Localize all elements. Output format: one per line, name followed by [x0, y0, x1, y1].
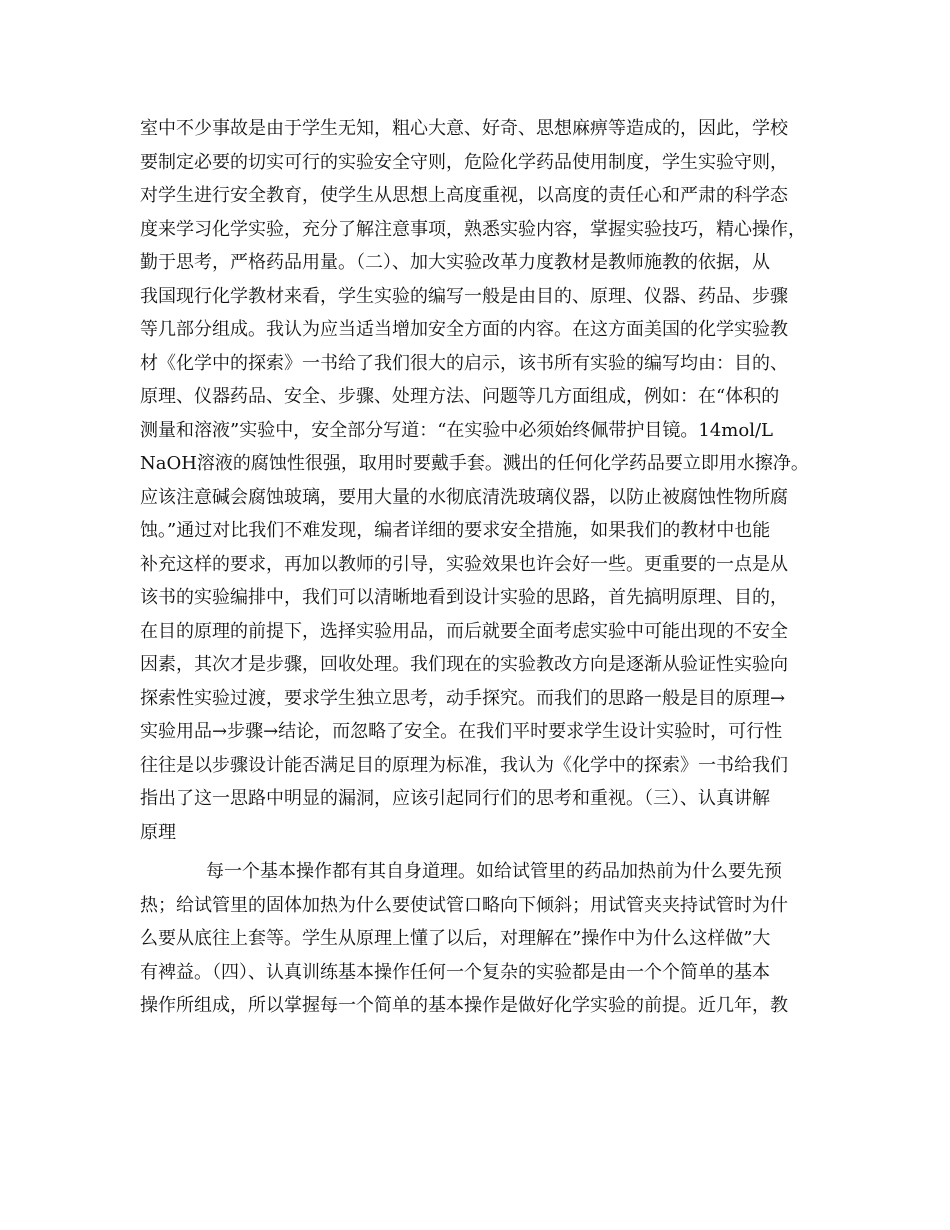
- text-line: 材《化学中的探索》一书给了我们很大的启示，该书所有实验的编写均由：目的、: [140, 352, 788, 374]
- text-line: 在目的原理的前提下，选择实验用品，而后就要全面考虑实验中可能出现的不安全: [140, 620, 788, 642]
- text-line: 要制定必要的切实可行的实验安全守则，危险化学药品使用制度，学生实验守则，: [140, 151, 788, 173]
- text-line: 指出了这一思路中明显的漏洞，应该引起同行们的思考和重视。（三）、认真讲解: [140, 788, 770, 809]
- text-line: 原理: [140, 821, 176, 843]
- paragraph-2: [140, 855, 810, 1023]
- text-line: 应该注意碱会腐蚀玻璃，要用大量的水彻底清洗玻璃仪器，以防止被腐蚀性物所腐: [140, 486, 788, 508]
- text-line: 蚀。”通过对比我们不难发现，编者详细的要求安全措施，如果我们的教材中也能: [140, 520, 771, 541]
- text-line: NaOH溶液的腐蚀性很强，取用时要戴手套。溅出的任何化学药品要立即用水擦净。: [140, 453, 809, 474]
- text-line: 勤于思考，严格药品用量。（二）、加大实验改革力度教材是教师施教的依据，从: [140, 252, 770, 273]
- text-line: 么要从底往上套等。学生从原理上懂了以后，对理解在”操作中为什么这样做”大: [140, 928, 771, 949]
- body-text: [140, 112, 810, 1023]
- text-line: 室中不少事故是由于学生无知，粗心大意、好奇、思想麻痹等造成的，因此，学校: [140, 118, 788, 139]
- text-line: 对学生进行安全教育，使学生从思想上高度重视，以高度的责任心和严肃的科学态: [140, 185, 788, 206]
- text-line: 测量和溶液”实验中，安全部分写道：“在实验中必须始终佩带护目镜。14mol/L: [140, 419, 773, 441]
- text-line: 操作所组成，所以掌握每一个简单的基本操作是做好化学实验的前提。近几年，教: [140, 995, 788, 1016]
- text-line: 补充这样的要求，再加以教师的引导，实验效果也许会好一些。更重要的一点是从: [140, 553, 788, 575]
- text-line: 热；给试管里的固体加热为什么要使试管口略向下倾斜；用试管夹夹持试管时为什: [140, 894, 788, 916]
- paragraph-1: [140, 112, 810, 849]
- text-line: 往往是以步骤设计能否满足目的原理为标准，我认为《化学中的探索》一书给我们: [140, 754, 788, 776]
- text-line: 该书的实验编排中，我们可以清晰地看到设计实验的思路，首先搞明原理、目的，: [140, 587, 788, 608]
- text-line: 探索性实验过渡，要求学生独立思考，动手探究。而我们的思路一般是目的原理→: [140, 687, 786, 709]
- text-line: 我国现行化学教材来看，学生实验的编写一般是由目的、原理、仪器、药品、步骤: [140, 285, 788, 307]
- text-line: 每一个基本操作都有其自身道理。如给试管里的药品加热前为什么要先预: [206, 861, 782, 882]
- text-line: 原理、仪器药品、安全、步骤、处理方法、问题等几方面组成，例如：在“体积的: [140, 386, 780, 407]
- text-line: 因素，其次才是步骤，回收处理。我们现在的实验教改方向是逐渐从验证性实验向: [140, 654, 788, 675]
- text-line: 实验用品→步骤→结论，而忽略了安全。在我们平时要求学生设计实验时，可行性: [140, 721, 783, 742]
- text-line: 有裨益。（四）、认真训练基本操作任何一个复杂的实验都是由一个个简单的基本: [140, 961, 770, 983]
- text-line: 度来学习化学实验，充分了解注意事项，熟悉实验内容，掌握实验技巧，精心操作，: [140, 218, 806, 240]
- text-line: 等几部分组成。我认为应当适当增加安全方面的内容。在这方面美国的化学实验教: [140, 319, 788, 340]
